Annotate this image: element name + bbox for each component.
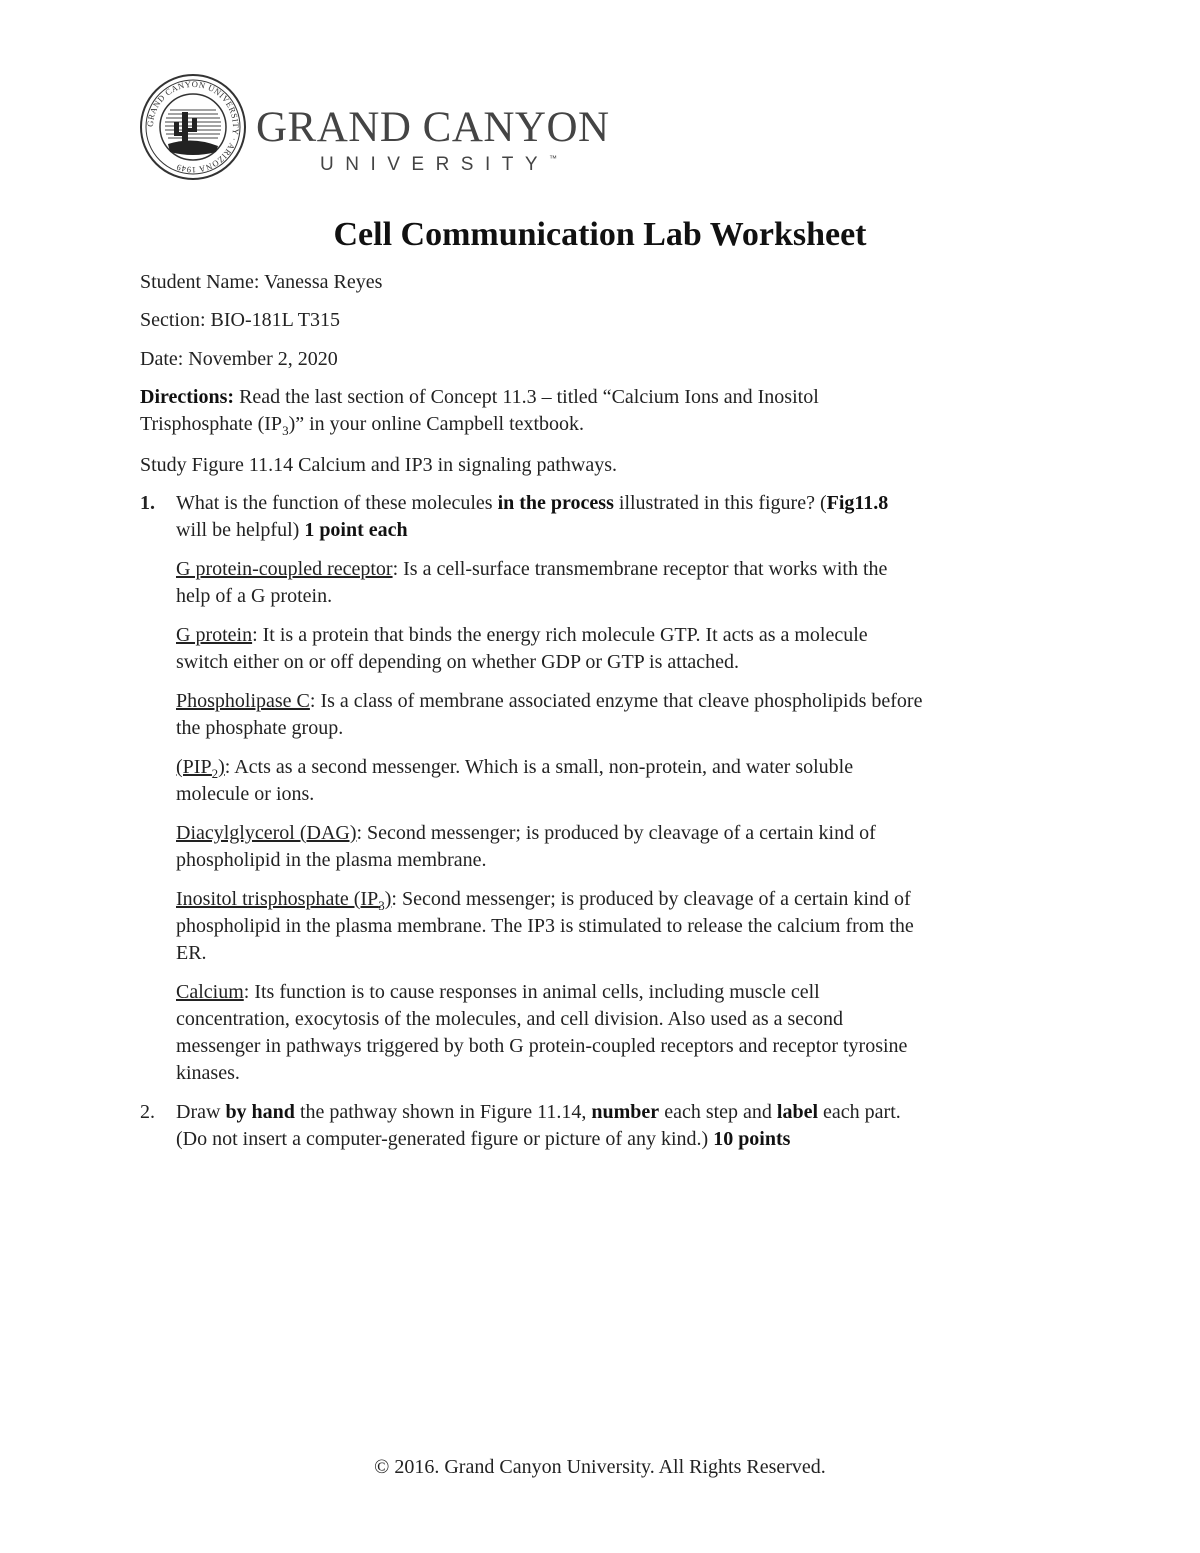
answer-dag: Diacylglycerol (DAG): Second messenger; is produced by cleavage of a certain kind of phospholipid in the plasma membrane. — [176, 822, 876, 871]
answer-calcium: Calcium: Its function is to cause responses in animal cells, including muscle cell concentration, exocytosis of the molecules, and cell division. Also used as a second messenger in pathways triggered by both G protein-coupled receptors and receptor tyrosine kinases. — [176, 981, 908, 1084]
directions: Directions: Read the last section of Concept 11.3 – titled “Calcium Ions and Inositol Trisphosphate $(IP_3)$” in your online Campbell textbook. — [140, 386, 819, 438]
term-ip3: Inositol trisphosphate $(IP_3)$ — [176, 888, 392, 913]
date-line: Date: November 2, 2020 — [140, 348, 338, 370]
answer-pip2: $(PIP_2)$: Acts as a second messenger. Which is a small, non-protein, and water soluble molecule or ions. — [176, 756, 854, 805]
answer-phospholipase-c: Phospholipase C: Is a class of membrane associated enzyme that cleave phospholipids before the phosphate group. — [176, 690, 923, 739]
copyright-footer: © 2016. Grand Canyon University. All Rights Reserved. — [374, 1456, 826, 1478]
question-1-points: 1 point each — [304, 519, 408, 541]
worksheet-title: Cell Communication Lab Worksheet — [333, 216, 867, 253]
question-1-text: What is the function of these molecules in the process illustrated in this figure? (Fig11.8 will be helpful) 1 point each — [176, 492, 889, 541]
university-seal-icon — [138, 72, 250, 182]
term-dag: Diacylglycerol (DAG) — [176, 822, 357, 844]
term-gpcr: G protein-coupled receptor — [176, 558, 393, 580]
term-calcium: Calcium — [176, 981, 244, 1003]
section-line: Section: BIO-181L T315 — [140, 309, 340, 331]
university-logo — [138, 72, 618, 182]
student-name: Student Name: Vanessa Reyes — [140, 271, 383, 293]
logo-name-line1: GRAND CANYON — [256, 104, 610, 151]
question-1-number: 1. — [140, 492, 155, 514]
trademark-mark: ™ — [549, 154, 558, 163]
logo-name-line2: UNIVERSITY™ — [320, 154, 558, 175]
seal-text: GRAND CANYON UNIVERSITY · ARIZONA 1949 — [144, 78, 242, 176]
term-phospholipase-c: Phospholipase C — [176, 690, 310, 712]
directions-label: Directions: — [140, 386, 235, 408]
term-g-protein: G protein — [176, 624, 253, 646]
term-pip2: $(PIP_2)$ — [176, 756, 225, 781]
answer-gpcr: G protein-coupled receptor: Is a cell-surface transmembrane receptor that works with the help of a G protein. — [176, 558, 888, 607]
answer-g-protein: G protein: It is a protein that binds the energy rich molecule GTP. It acts as a molecule switch either on or off depending on whether GDP or GTP is attached. — [176, 624, 868, 673]
question-2-points: 10 points — [713, 1128, 791, 1150]
study-figure-line: Study Figure 11.14 Calcium and IP3 in signaling pathways. — [140, 454, 618, 476]
answer-ip3: Inositol trisphosphate $(IP_3)$: Second messenger; is produced by cleavage of a certain kind of phospholipid in the plasma membrane. The IP3 is stimulated to release the calcium from the ER. — [176, 888, 914, 964]
question-2-text: Draw by hand the pathway shown in Figure 11.14, number each step and label each part. (Do not insert a computer-generated figure or picture of any kind.) 10 points — [176, 1101, 901, 1150]
question-2-number: 2. — [140, 1101, 155, 1123]
